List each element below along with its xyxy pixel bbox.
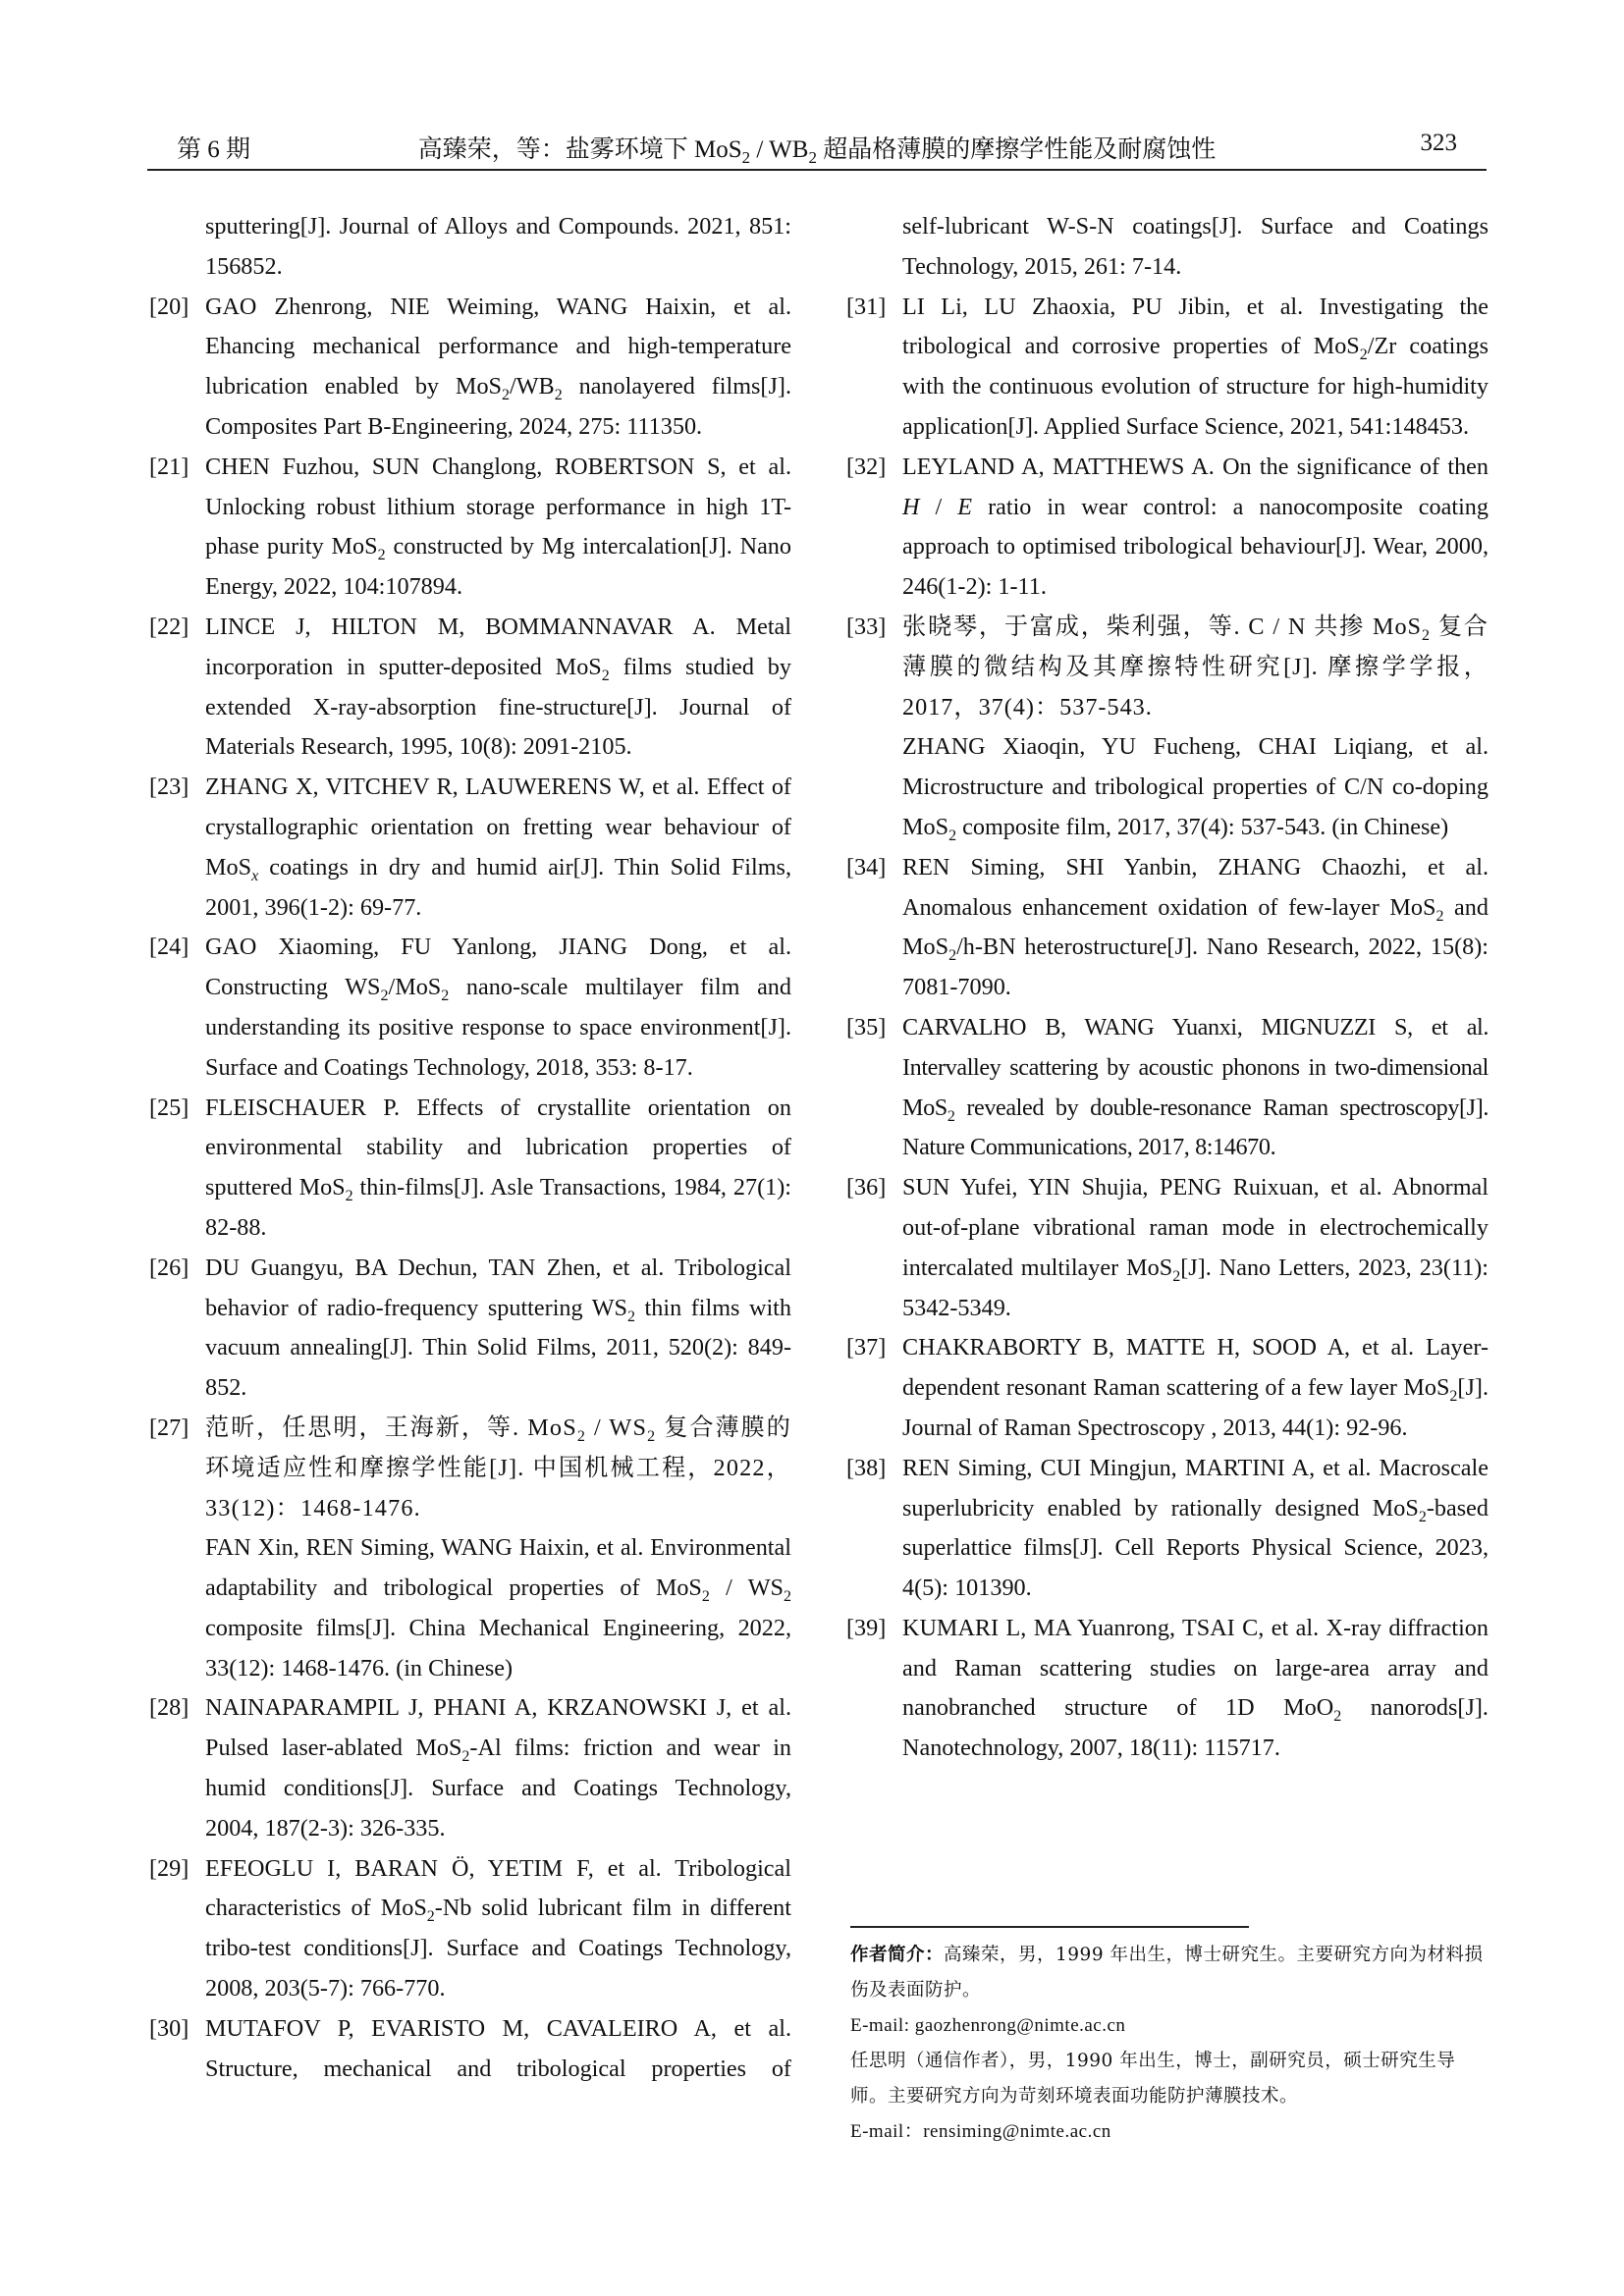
left-column [149, 207, 791, 2089]
reference-20: [20] GAO Zhenrong, NIE Weiming, WANG Haixin, et al. Ehancing mechanical performance and high-temperature lubrication enabled by $MoS_2/WB_2$ nanolayered films[J]. Composites Part B-Engineering, 2024, 275: 111350. [149, 293, 792, 440]
reference-30-continuation: self-lubricant W-S-N coatings[J]. Surface and Coatings Technology, 2015, 261: 7-14. [902, 213, 1489, 280]
reference-34: [34] REN Siming, SHI Yanbin, ZHANG Chaozhi, et al. Anomalous enhancement oxidation of few-layer MoS$_2$ and MoS$_2$/h-BN heterostructure[J]. Nano Research, 2022, 15(8): 7081-7090. [846, 853, 1489, 1001]
reference-27: [27] 范昕，任思明，王海新，等. $MoS_2 / WS_2$ 复合薄膜的环境适应性和摩擦学性能[J]. 中国机械工程，2022，33(12)：1468-1476. [149, 1414, 791, 1522]
author-notes [850, 1938, 1489, 2150]
reference-25: [25] FLEISCHAUER P. Effects of crystallite orientation on environmental stability and lubrication properties of sputtered MoS$_2$ thin-films[J]. Asle Transactions, 1984, 27(1): 82-88. [149, 1094, 791, 1241]
right-column [846, 207, 1489, 1769]
footnote-rule [850, 1926, 1249, 1928]
reference-33: [33] 张晓琴，于富成，柴利强，等. C / N 共掺 MoS$_2$ 复合薄膜的微结构及其摩擦特性研究[J]. 摩擦学学报，2017，37(4)：537-543. [846, 613, 1489, 721]
issue-label: 第 6 期 [177, 136, 251, 163]
running-header [147, 126, 1487, 171]
page-number: 323 [1420, 130, 1457, 156]
reference-28: [28] NAINAPARAMPIL J, PHANI A, KRZANOWSKI J, et al. Pulsed laser-ablated MoS$_2$-Al films: friction and wear in humid conditions[J]. Surface and Coatings Technology, 2004, 187(2-3): 326-335. [149, 1694, 792, 1842]
author-1-email: E-mail: gaozhenrong@nimte.ac.cn [850, 2015, 1126, 2036]
running-title: 高臻荣，等：盐雾环境下 $MoS_2 / WB_2$ 超晶格薄膜的摩擦学性能及耐腐蚀性 [417, 136, 1217, 167]
reference-36: [36] SUN Yufei, YIN Shujia, PENG Ruixuan, et al. Abnormal out-of-plane vibrational raman mode in electrochemically intercalated multilayer MoS$_2$[J]. Nano Letters, 2023, 23(11): 5342-5349. [846, 1174, 1489, 1321]
author-1-bio: 作者简介：高臻荣，男，1999 年出生，博士研究生。主要研究方向为材料损伤及表面防护。 [850, 1945, 1484, 2001]
reference-26: [26] DU Guangyu, BA Dechun, TAN Zhen, et al. Tribological behavior of radio-frequency sputtering $WS_2$ thin films with vacuum annealing[J]. Thin Solid Films, 2011, 520(2): 849-852. [149, 1254, 791, 1402]
reference-21: [21] CHEN Fuzhou, SUN Changlong, ROBERTSON S, et al. Unlocking robust lithium storage performance in high 1T-phase purity MoS$_2$ constructed by Mg intercalation[J]. Nano Energy, 2022, 104:107894. [149, 453, 791, 601]
reference-35: [35] CARVALHO B, WANG Yuanxi, MIGNUZZI S, et al. Intervalley scattering by acoustic phonons in two-dimensional MoS$_2$ revealed by double-resonance Raman spectroscopy[J]. Nature Communications, 2017, 8:14670. [846, 1013, 1489, 1161]
reference-37: [37] CHAKRABORTY B, MATTE H, SOOD A, et al. Layer-dependent resonant Raman scattering of a few layer MoS$_2$[J]. Journal of Raman Spectroscopy , 2013, 44(1): 92-96. [846, 1334, 1489, 1441]
reference-30: [30] MUTAFOV P, EVARISTO M, CAVALEIRO A, et al. Structure, mechanical and tribological properties of [149, 2014, 791, 2082]
reference-29: [29] EFEOGLU I, BARAN Ö, YETIM F, et al. Tribological characteristics of MoS$_2$-Nb solid lubricant film in different tribo-test conditions[J]. Surface and Coatings Technology, 2008, 203(5-7): 766-770. [149, 1854, 791, 2002]
reference-19-continuation: sputtering[J]. Journal of Alloys and Compounds. 2021, 851: 156852. [205, 213, 791, 280]
reference-22: [22] LINCE J, HILTON M, BOMMANNAVAR A. Metal incorporation in sputter-deposited MoS$_2$ films studied by extended X-ray-absorption fine-structure[J]. Journal of Materials Research, 1995, 10(8): 2091-2105. [149, 613, 791, 761]
reference-23: [23] ZHANG X, VITCHEV R, LAUWERENS W, et al. Effect of crystallographic orientation on fretting wear behaviour of MoS$_x$ coatings in dry and humid air[J]. Thin Solid Films, 2001, 396(1-2): 69-77. [149, 774, 791, 921]
author-2-bio: 任思明（通信作者），男，1990 年出生，博士，副研究员，硕士研究生导师。主要研究方向为苛刻环境表面功能防护薄膜技术。 [850, 2051, 1456, 2107]
reference-32: [32] LEYLAND A, MATTHEWS A. On the significance of then H / E ratio in wear control: a nanocomposite coating approach to optimised tribological behaviour[J]. Wear, 2000, 246(1-2): 1-11. [846, 453, 1489, 601]
author-2-email: E-mail：rensiming@nimte.ac.cn [850, 2121, 1111, 2142]
reference-24: [24] GAO Xiaoming, FU Yanlong, JIANG Dong, et al. Constructing $WS_2/MoS_2$ nano-scale multilayer film and understanding its positive response to space environment[J]. Surface and Coatings Technology, 2018, 353: 8-17. [149, 934, 791, 1081]
reference-38: [38] REN Siming, CUI Mingjun, MARTINI A, et al. Macroscale superlubricity enabled by rationally designed MoS$_2$-based superlattice films[J]. Cell Reports Physical Science, 2023, 4(5): 101390. [846, 1454, 1489, 1602]
reference-39: [39] KUMARI L, MA Yuanrong, TSAI C, et al. X-ray diffraction and Raman scattering studies on large-area array and nanobranched structure of 1D MoO$_2$ nanorods[J]. Nanotechnology, 2007, 18(11): 115717. [846, 1614, 1489, 1762]
reference-27-english: FAN Xin, REN Siming, WANG Haixin, et al. Environmental adaptability and tribological properties of $MoS_2 / WS_2$ composite films[J]. China Mechanical Engineering, 2022, 33(12): 1468-1476. (in Chinese) [205, 1534, 791, 1682]
reference-31: [31] LI Li, LU Zhaoxia, PU Jibin, et al. Investigating the tribological and corrosive properties of MoS$_2$/Zr coatings with the continuous evolution of structure for high-humidity application[J]. Applied Surface Science, 2021, 541:148453. [846, 293, 1489, 440]
reference-33-english: ZHANG Xiaoqin, YU Fucheng, CHAI Liqiang, et al. Microstructure and tribological properties of C/N co-doping MoS$_2$ composite film, 2017, 37(4): 537-543. (in Chinese) [902, 733, 1489, 844]
